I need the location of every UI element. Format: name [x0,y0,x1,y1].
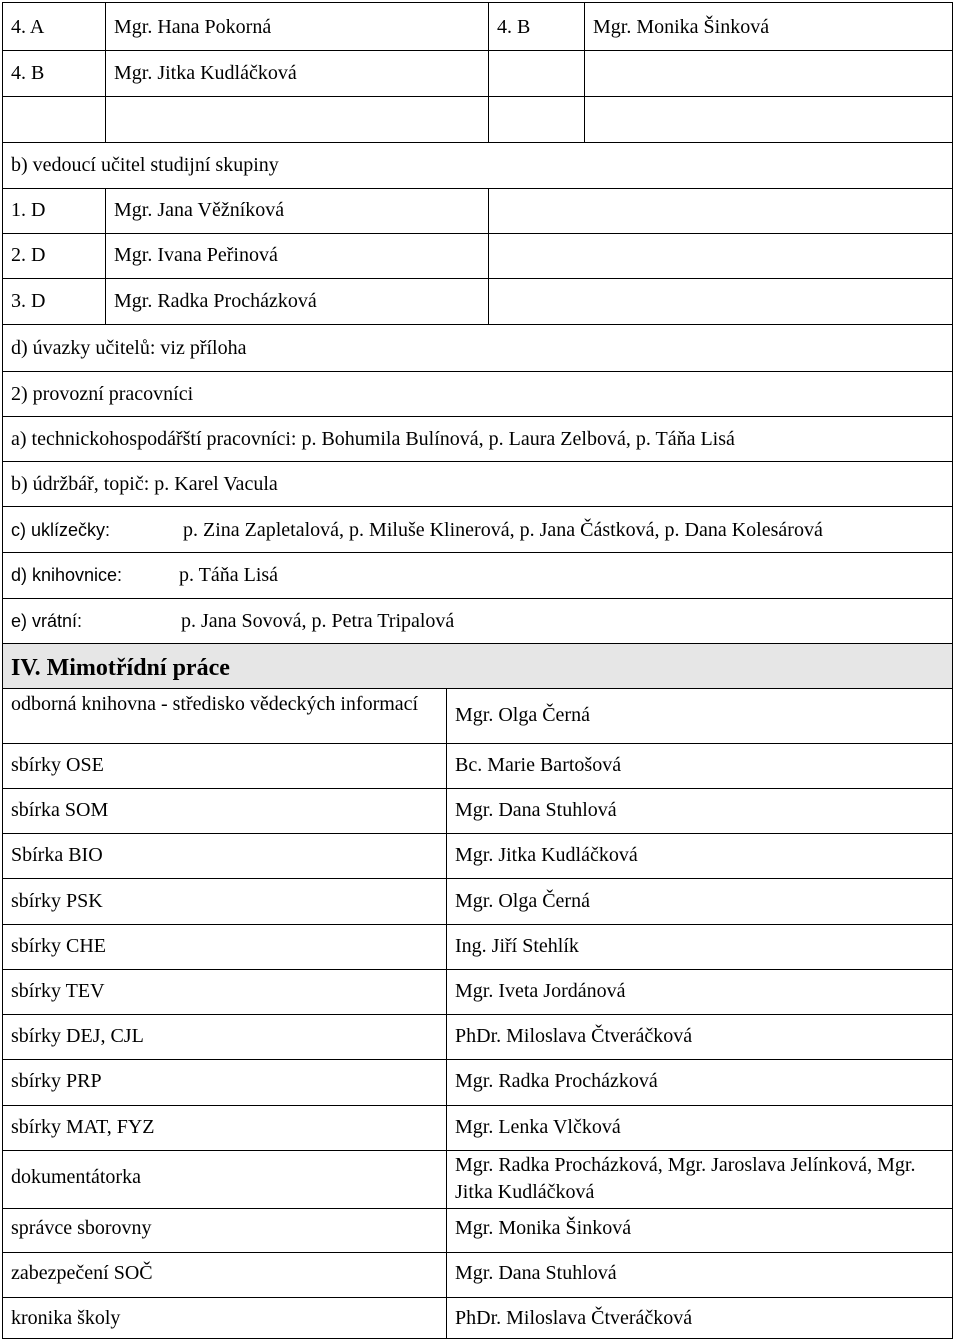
rule [2,506,953,507]
activity-person: Mgr. Dana Stuhlová [455,1262,617,1284]
rule [2,461,953,462]
activity-person: Mgr. Olga Černá [455,704,590,726]
porters-value: p. Jana Sovová, p. Petra Tripalová [181,610,455,632]
rule [2,878,953,879]
rule [2,416,953,417]
activity-name: sbírky CHE [11,935,106,957]
rule [105,188,106,324]
librarian-label: d) knihovnice: [11,565,123,585]
group-label: 1. D [11,199,46,221]
activity-name: zabezpečení SOČ [11,1262,153,1284]
rule [488,188,489,324]
rule [2,233,953,234]
rule [105,2,106,142]
activity-person: Mgr. Jitka Kudláčková [455,844,638,866]
rule [2,371,953,372]
porters-label: e) vrátní: [11,611,83,631]
teacher-name: Mgr. Hana Pokorná [114,16,272,38]
document-page [2,2,953,1339]
rule [2,324,953,325]
activity-person: Mgr. Olga Černá [455,890,590,912]
activity-name: sbírky PRP [11,1070,102,1092]
rule [2,96,953,97]
rule [446,688,447,1339]
class-label: 4. B [11,62,45,84]
activity-name: sbírky MAT, FYZ [11,1116,155,1138]
rule [2,924,953,925]
rule [2,643,953,644]
rule [2,188,953,189]
rule [2,1252,953,1253]
rule [2,142,953,143]
rule [2,552,953,553]
activity-name: sbírky PSK [11,890,103,912]
teacher-name: Mgr. Jitka Kudláčková [114,62,297,84]
group-teacher: Mgr. Ivana Peřinová [114,244,278,266]
activity-person: Mgr. Lenka Vlčková [455,1116,621,1138]
maintenance-staff: b) údržbář, topič: p. Karel Vacula [11,473,278,495]
rule [2,969,953,970]
teacher-name: Mgr. Monika Šinková [593,16,770,38]
rule [952,2,953,1339]
activity-person: Mgr. Dana Stuhlová [455,799,617,821]
activity-name: kronika školy [11,1307,121,1329]
rule [2,788,953,789]
rule [2,2,3,1339]
group-teacher: Mgr. Radka Procházková [114,290,317,312]
activity-name: Sbírka BIO [11,844,103,866]
group-teacher: Mgr. Jana Věžníková [114,199,285,221]
technical-staff: a) technickohospodářští pracovníci: p. Bohumila Bulínová, p. Laura Zelbová, p. Táňa Lisá [11,428,735,450]
rule [2,1297,953,1298]
rule [2,1105,953,1106]
group-label: 3. D [11,290,46,312]
activity-name: dokumentátorka [11,1166,141,1188]
rule [2,278,953,279]
activity-name: správce sborovny [11,1217,152,1239]
cleaners-label: c) uklízečky: [11,520,111,540]
class-label: 4. A [11,16,45,38]
activity-name: sbírky OSE [11,754,104,776]
activity-person: Mgr. Iveta Jordánová [455,980,626,1002]
activity-person: Mgr. Radka Procházková, Mgr. Jaroslava Jelínková, Mgr. Jitka Kudláčková [455,1154,916,1203]
rule [2,2,953,3]
rule [2,1014,953,1015]
rule [584,2,585,142]
rule [2,688,953,689]
study-groups-heading: b) vedoucí učitel studijní skupiny [11,154,279,176]
rule [2,1338,953,1339]
rule [2,833,953,834]
cleaners-value: p. Zina Zapletalová, p. Miluše Klinerová, p. Jana Částková, p. Dana Kolesárová [183,519,823,541]
group-label: 2. D [11,244,46,266]
activity-person: PhDr. Miloslava Čtveráčková [455,1307,693,1329]
activity-person: Mgr. Monika Šinková [455,1217,632,1239]
rule [2,50,953,51]
section-heading: IV. Mimotřídní práce [11,655,230,681]
activity-name: sbírky TEV [11,980,105,1002]
rule [2,743,953,744]
activity-person: PhDr. Miloslava Čtveráčková [455,1025,693,1047]
rule [2,1059,953,1060]
activity-person: Bc. Marie Bartošová [455,754,622,776]
rule [2,1208,953,1209]
activity-person: Ing. Jiří Stehlík [455,935,579,957]
activity-name: sbírka SOM [11,799,109,821]
rule [2,598,953,599]
librarian-value: p. Táňa Lisá [179,564,279,586]
activity-person: Mgr. Radka Procházková [455,1070,658,1092]
rule [2,1150,953,1151]
class-label: 4. B [497,16,531,38]
workload-note: d) úvazky učitelů: viz příloha [11,337,247,359]
activity-name: sbírky DEJ, CJL [11,1025,144,1047]
rule [488,2,489,142]
activity-name: odborná knihovna - středisko vědeckých informací [11,693,419,715]
operational-heading: 2) provozní pracovníci [11,383,194,405]
